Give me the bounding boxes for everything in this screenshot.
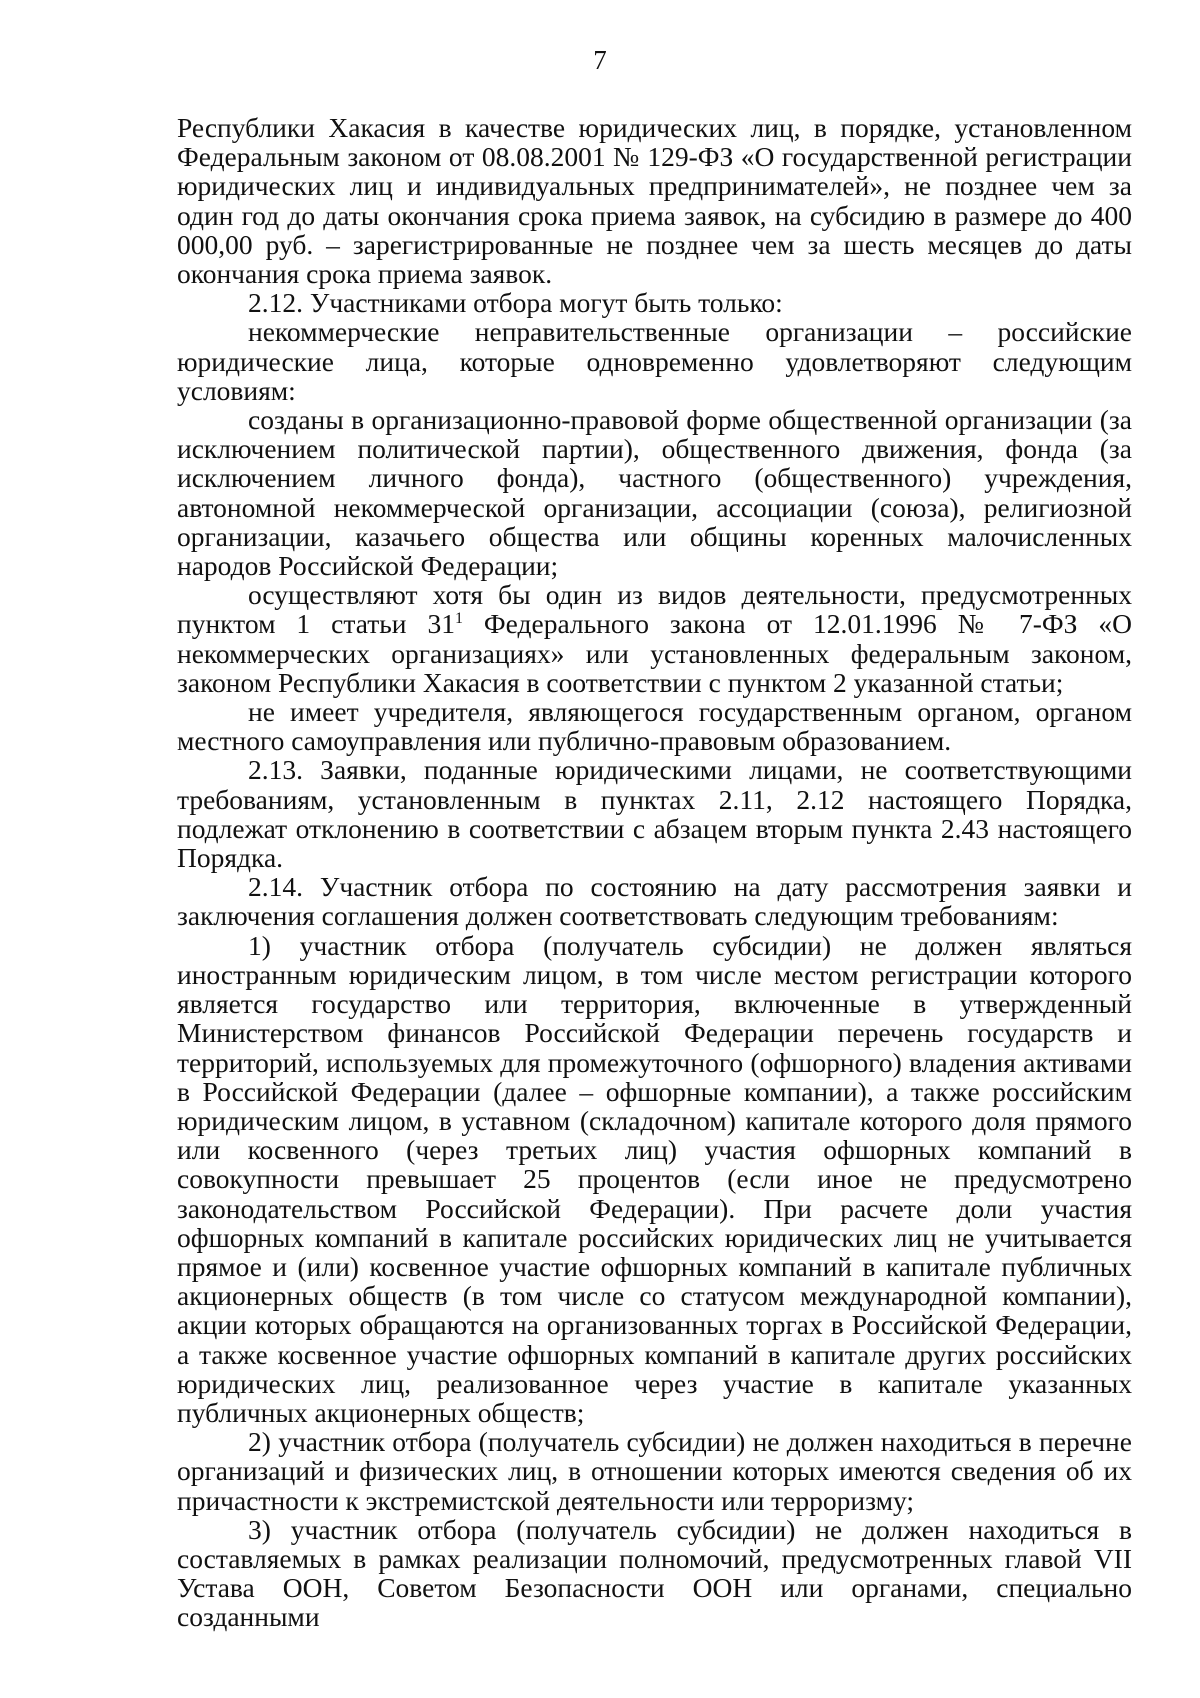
page-number: 7 [593, 45, 607, 75]
article-superscript: 1 [454, 610, 463, 628]
paragraph-continuation: Республики Хакасия в качестве юридических лиц, в порядке, установленном Федеральным законом от 08.08.2001 № 129-ФЗ «О государственной регистрации юридических лиц и индивидуальных предпринимателей», не позднее чем за один год до даты окончания срока приема заявок, на субсидию в размере до 400 000,00 руб. – зарегистрированные не позднее чем за шесть месяцев до даты окончания срока приема заявок. [177, 112, 1132, 290]
document-body [177, 113, 1132, 1632]
paragraph-requirement-2: 2) участник отбора (получатель субсидии) не должен находиться в перечне организаций и физических лиц, в отношении которых имеются сведения об их причастности к экстремистской деятельности или терроризму; [177, 1426, 1132, 1516]
paragraph-2-12: 2.12. Участниками отбора могут быть только: [248, 287, 783, 319]
paragraph-activities [177, 580, 1132, 697]
paragraph-requirement-3: 3) участник отбора (получатель субсидии) не должен находиться в составляемых в рамках реализации полномочий, предусмотренных главой VII Устава ООН, Советом Безопасности ООН или органами, специально созданными [177, 1513, 1132, 1633]
paragraph-founder: не имеет учредителя, являющегося государственным органом, органом местного самоуправления или публично-правовым образованием. [177, 696, 1132, 757]
paragraph-2-13: 2.13. Заявки, поданные юридическими лицами, не соответствующими требованиям, установленным в пунктах 2.11, 2.12 настоящего Порядка, подлежат отклонению в соответствии с абзацем вторым пункта 2.43 настоящего Порядка. [177, 754, 1132, 874]
paragraph-legal-form: созданы в организационно-правовой форме общественной организации (за исключением политической партии), общественного движения, фонда (за исключением личного фонда), частного (общественного) учреждения, автономной некоммерческой организации, ассоциации (союза), религиозной организации, казачьего общества или общины коренных малочисленных народов Российской Федерации; [177, 404, 1132, 582]
activities-text-start: осуществляют хотя бы один из видов деятельности, предусмотренных пунктом 1 статьи 31 [177, 579, 1132, 640]
paragraph-nko-definition: некоммерческие неправительственные организации – российские юридические лица, которые одновременно удовлетворяют следующим условиям: [177, 316, 1132, 406]
paragraph-requirement-1: 1) участник отбора (получатель субсидии) не должен являться иностранным юридическим лицом, в том числе местом регистрации которого является государство или территория, включенные в утвержденный Министерством финансов Российской Федерации перечень государств и территорий, используемых для промежуточного (офшорного) владения активами в Российской Федерации (далее – офшорные компании), а также российским юридическим лицом, в уставном (складочном) капитале которого доля прямого или косвенного (через третьих лиц) участия офшорных компаний в совокупности превышает 25 процентов (если иное не предусмотрено законодательством Российской Федерации). При расчете доли участия офшорных компаний в капитале российских юридических лиц не учитывается прямое и (или) косвенное участие офшорных компаний в капитале публичных акционерных обществ (в том числе со статусом международной компании), акции которых обращаются на организованных торгах в Российской Федерации, а также косвенное участие офшорных компаний в капитале других российских юридических лиц, реализованное через участие в капитале указанных публичных акционерных обществ; [177, 929, 1132, 1428]
paragraph-2-14: 2.14. Участник отбора по состоянию на дату рассмотрения заявки и заключения соглашения должен соответствовать следующим требованиям: [177, 871, 1132, 932]
activities-text-end: Федерального закона от 12.01.1996 № 7-ФЗ «О некоммерческих организациях» или установленных федеральным законом, законом Республики Хакасия в соответствии с пунктом 2 указанной статьи; [177, 608, 1132, 698]
